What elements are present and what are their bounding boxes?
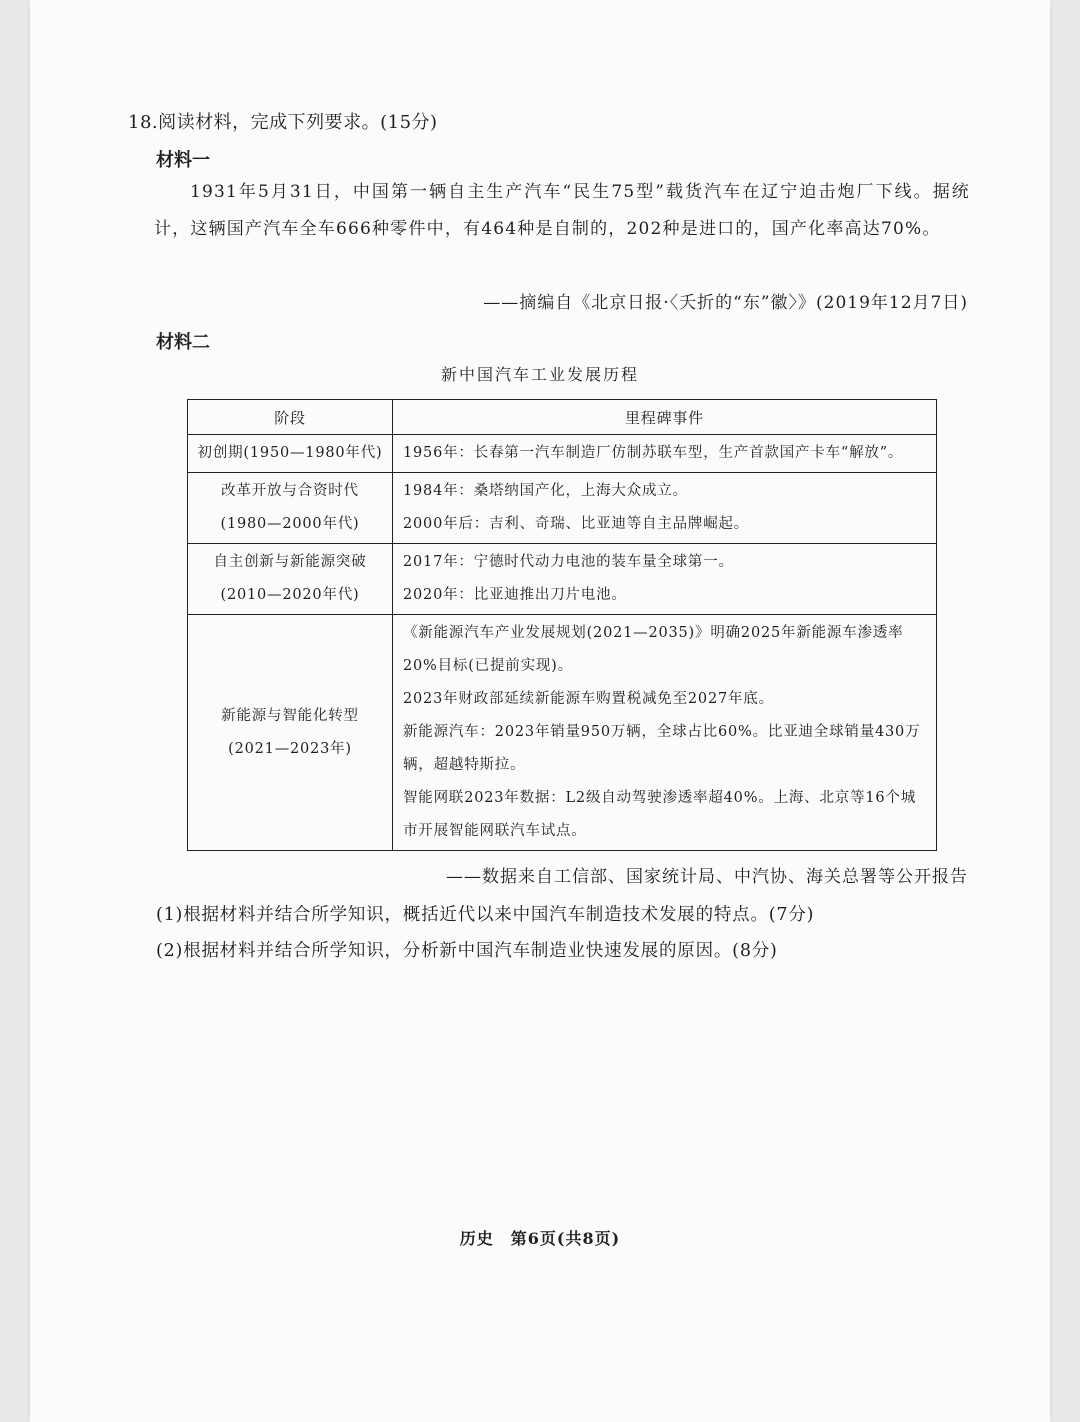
stage-period: (1980—2000年代) xyxy=(220,516,360,532)
stage-cell xyxy=(188,615,393,851)
event-line: 1984年：桑塔纳国产化，上海大众成立。 xyxy=(403,483,688,499)
material-two-source: ——数据来自工信部、国家统计局、中汽协、海关总署等公开报告 xyxy=(446,867,968,887)
event-line: 2017年：宁德时代动力电池的装车量全球第一。 xyxy=(403,554,734,570)
stage-line: 新能源与智能化转型 xyxy=(221,707,359,724)
stage-period: (2010—2020年代) xyxy=(220,587,360,603)
event-line: 智能网联2023年数据：L2级自动驾驶渗透率超40%。上海、北京等16个城市开展智能网联汽车试点。 xyxy=(403,790,917,839)
stage-cell xyxy=(188,473,393,544)
stage-line: 改革开放与合资时代 xyxy=(221,483,359,499)
sub-question-2: (2)根据材料并结合所学知识，分析新中国汽车制造业快速发展的原因。(8分) xyxy=(156,941,778,961)
table-row xyxy=(188,615,937,851)
header-stage: 阶段 xyxy=(188,400,393,435)
stage-line: 初创期(1950—1980年代) xyxy=(197,445,383,461)
event-line: 2020年：比亚迪推出刀片电池。 xyxy=(403,587,627,603)
material-two-label: 材料二 xyxy=(156,332,210,353)
event-line: 1956年：长春第一汽车制造厂仿制苏联车型，生产首款国产卡车“解放”。 xyxy=(403,445,904,461)
events-cell xyxy=(393,435,937,473)
material-one-label: 材料一 xyxy=(156,150,210,171)
question-title: 18.阅读材料，完成下列要求。(15分) xyxy=(128,112,438,133)
event-line: 新能源汽车：2023年销量950万辆，全球占比60%。比亚迪全球销量430万辆，超越特斯拉。 xyxy=(403,724,921,773)
page-footer: 历史 第6页(共8页) xyxy=(459,1229,621,1248)
event-line: 《新能源汽车产业发展规划(2021—2035)》明确2025年新能源车渗透率20%目标(已提前实现)。 xyxy=(403,625,904,674)
table-title: 新中国汽车工业发展历程 xyxy=(440,365,639,384)
table-header-row xyxy=(188,400,937,435)
material-one-source: ——摘编自《北京日报·〈夭折的“东”徽〉》(2019年12月7日) xyxy=(483,293,968,313)
event-line: 2023年财政部延续新能源车购置税减免至2027年底。 xyxy=(403,691,774,707)
history-table xyxy=(187,399,937,851)
stage-cell xyxy=(188,544,393,615)
event-line: 2000年后：吉利、奇瑞、比亚迪等自主品牌崛起。 xyxy=(403,516,750,532)
stage-cell xyxy=(188,435,393,473)
stage-period: (2021—2023年) xyxy=(228,740,352,757)
header-events: 里程碑事件 xyxy=(393,400,937,435)
events-cell xyxy=(393,473,937,544)
events-cell xyxy=(393,615,937,851)
stage-line: 自主创新与新能源突破 xyxy=(213,554,367,570)
events-cell xyxy=(393,544,937,615)
table-row xyxy=(188,435,937,473)
table-row xyxy=(188,544,937,615)
sub-question-1: (1)根据材料并结合所学知识，概括近代以来中国汽车制造技术发展的特点。(7分) xyxy=(156,905,815,925)
table-row xyxy=(188,473,937,544)
material-one-text: 1931年5月31日，中国第一辆自主生产汽车“民生75型”载货汽车在辽宁迫击炮厂下线。据统计，这辆国产汽车全车666种零件中，有464种是自制的，202种是进口的，国产化率高达70%。 xyxy=(154,182,970,239)
